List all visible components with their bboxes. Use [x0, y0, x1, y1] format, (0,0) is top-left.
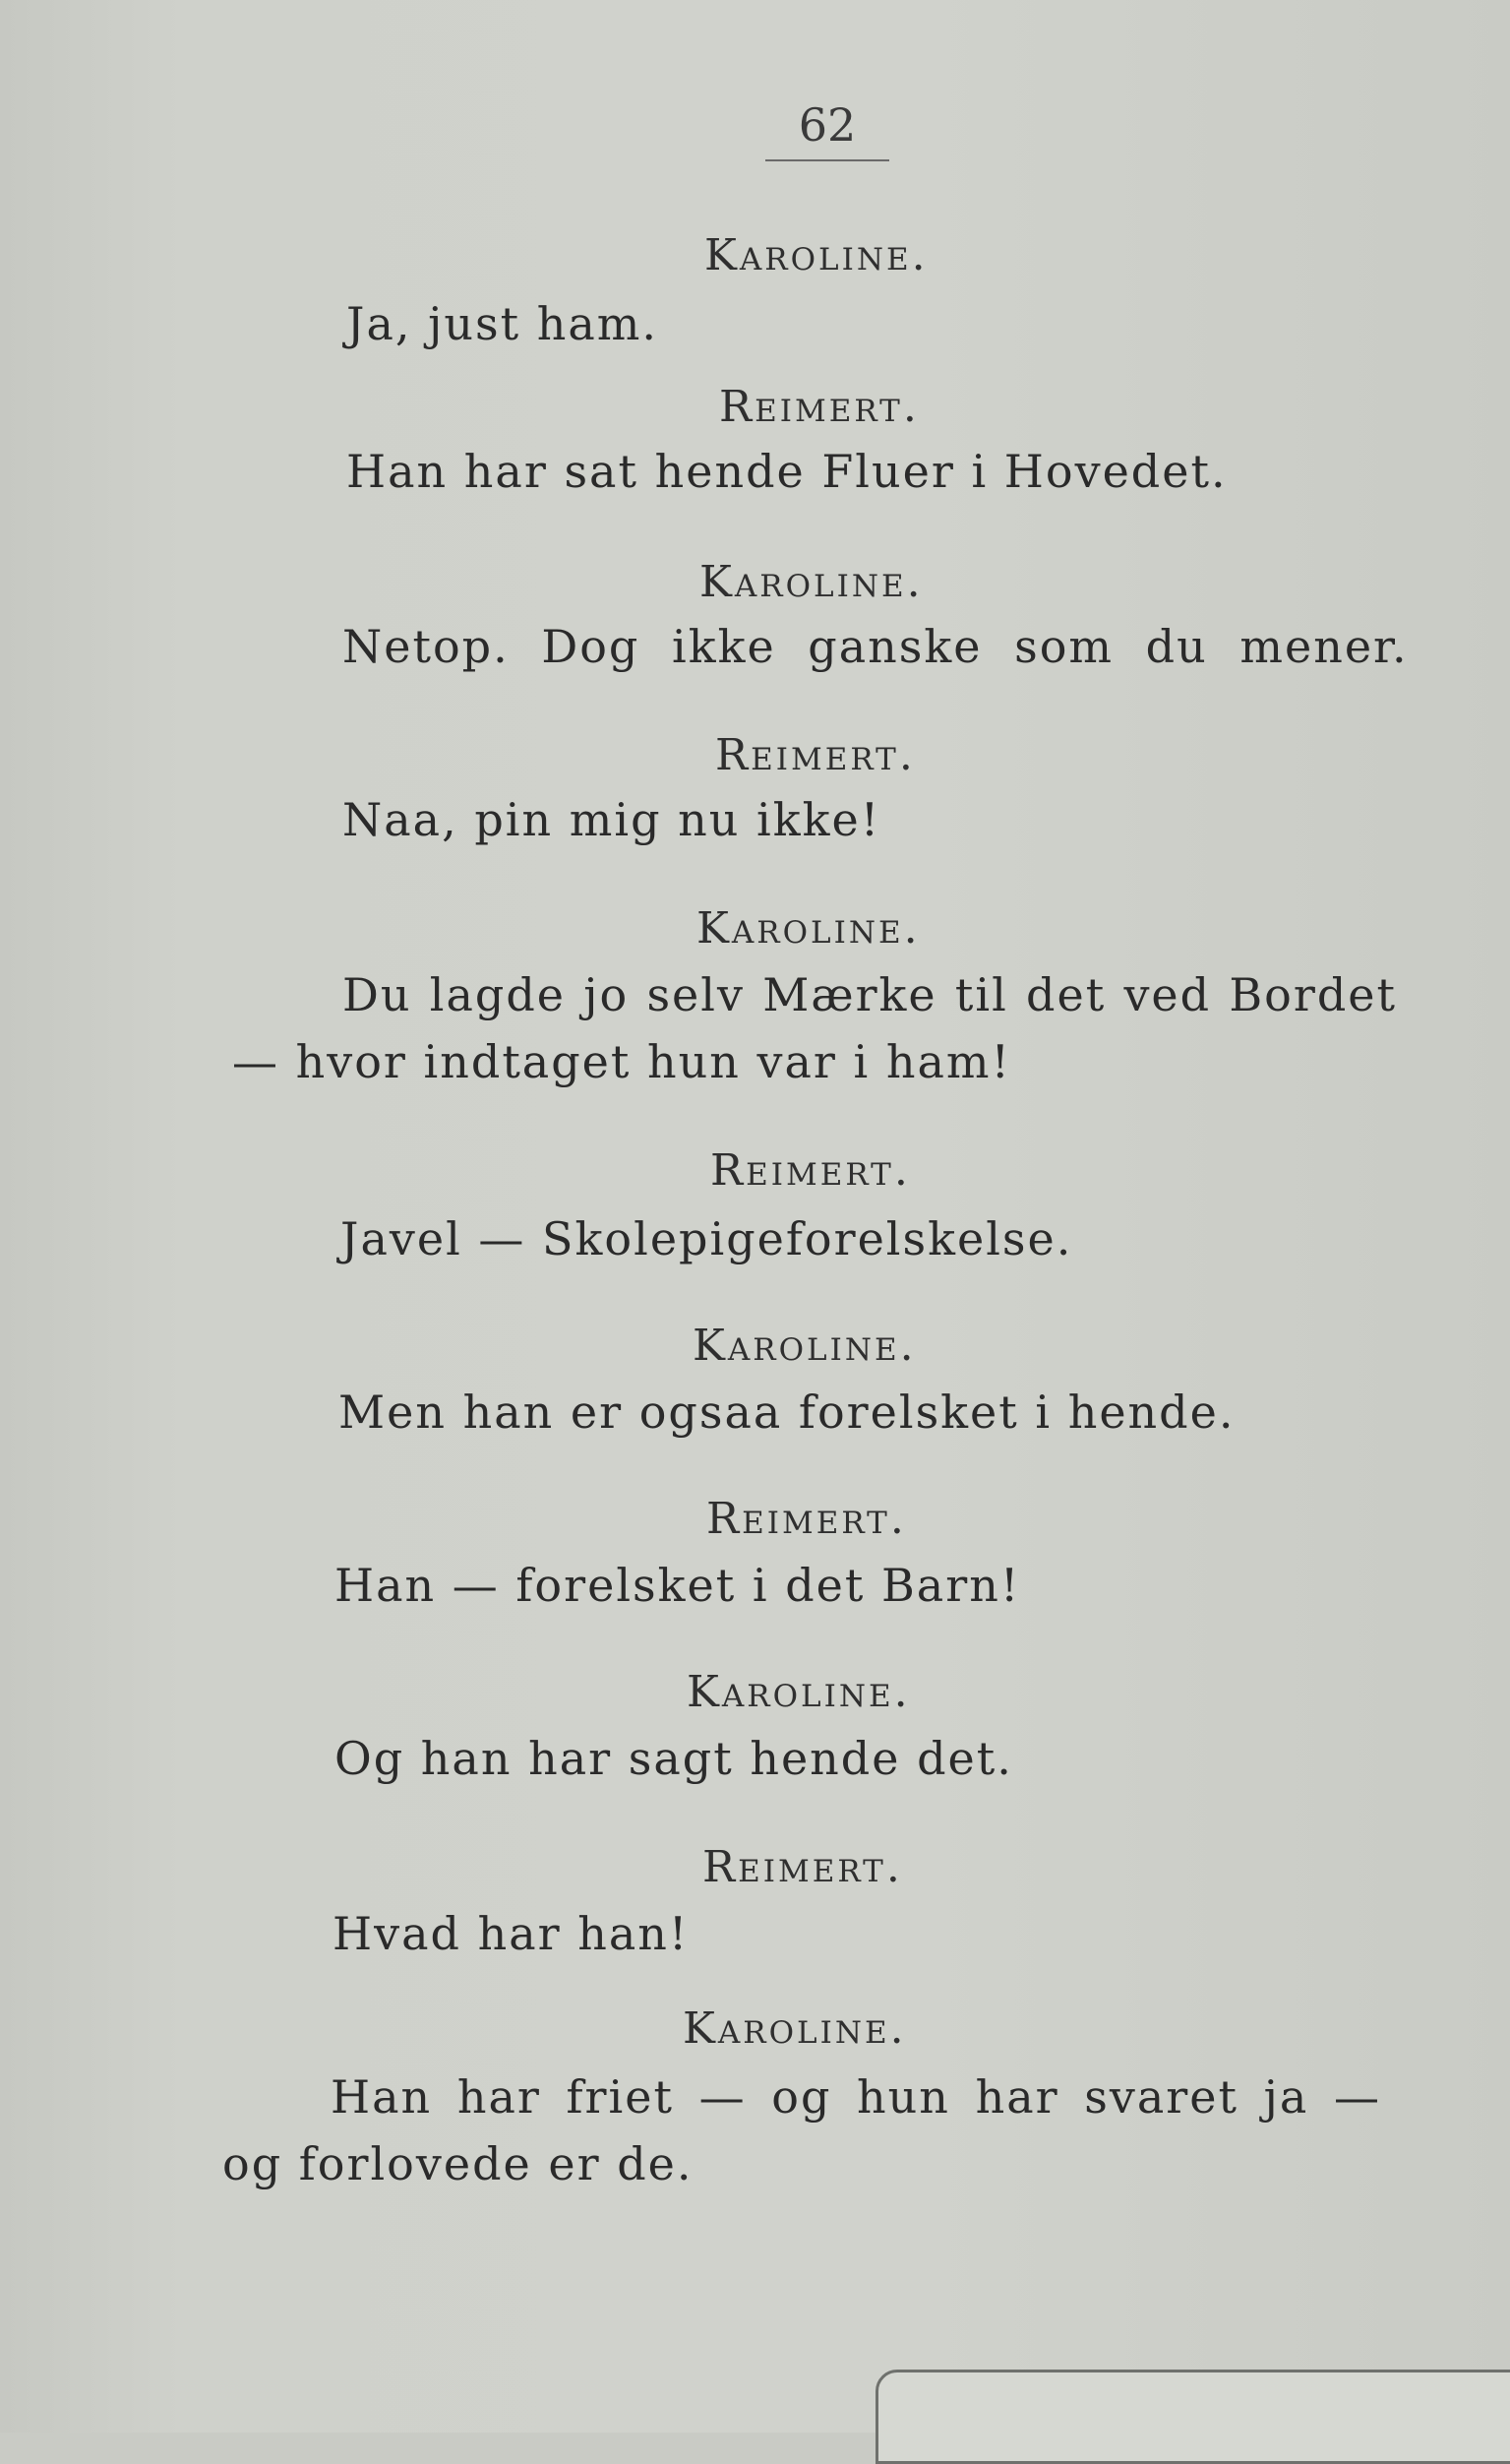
dialogue-line: Hvad har han!	[332, 1907, 690, 1960]
speaker-name: Reimert.	[706, 1494, 907, 1544]
dialogue-line: Javel — Skolepigeforelskelse.	[340, 1212, 1073, 1265]
speaker-name: Reimert.	[710, 1145, 911, 1196]
dialogue-line: Han har sat hende Fluer i Hovedet.	[346, 445, 1228, 498]
speaker-name: Karoline.	[696, 903, 921, 954]
speaker-name: Reimert.	[702, 1842, 903, 1892]
page-corner-tab	[876, 2370, 1510, 2464]
dialogue-line: Netop. Dog ikke ganske som du mener.	[342, 620, 1409, 673]
speaker-name: Reimert.	[715, 730, 916, 780]
dialogue-line: — hvor indtaget hun var i ham!	[232, 1035, 1012, 1088]
speaker-name: Karoline.	[687, 1667, 911, 1717]
speaker-name: Karoline.	[699, 557, 924, 607]
dialogue-line: Ja, just ham.	[346, 297, 659, 350]
dialogue-line: Han — forelsket i det Barn!	[334, 1559, 1021, 1612]
dialogue-line: og forlovede er de.	[222, 2137, 694, 2190]
page-number: 62	[798, 98, 857, 152]
speaker-name: Karoline.	[704, 230, 929, 280]
dialogue-line: Men han er ogsaa forelsket i hende.	[338, 1386, 1236, 1439]
dialogue-line: Og han har sagt hende det.	[334, 1732, 1013, 1785]
dialogue-line: Han har friet — og hun har svaret ja —	[331, 2070, 1381, 2124]
speaker-name: Reimert.	[719, 382, 920, 432]
speaker-name: Karoline.	[683, 2003, 907, 2054]
dialogue-line: Naa, pin mig nu ikke!	[342, 793, 881, 846]
speaker-name: Karoline.	[693, 1321, 917, 1371]
dialogue-line: Du lagde jo selv Mærke til det ved Bordet	[342, 968, 1397, 1021]
page-number-rule	[765, 159, 889, 161]
